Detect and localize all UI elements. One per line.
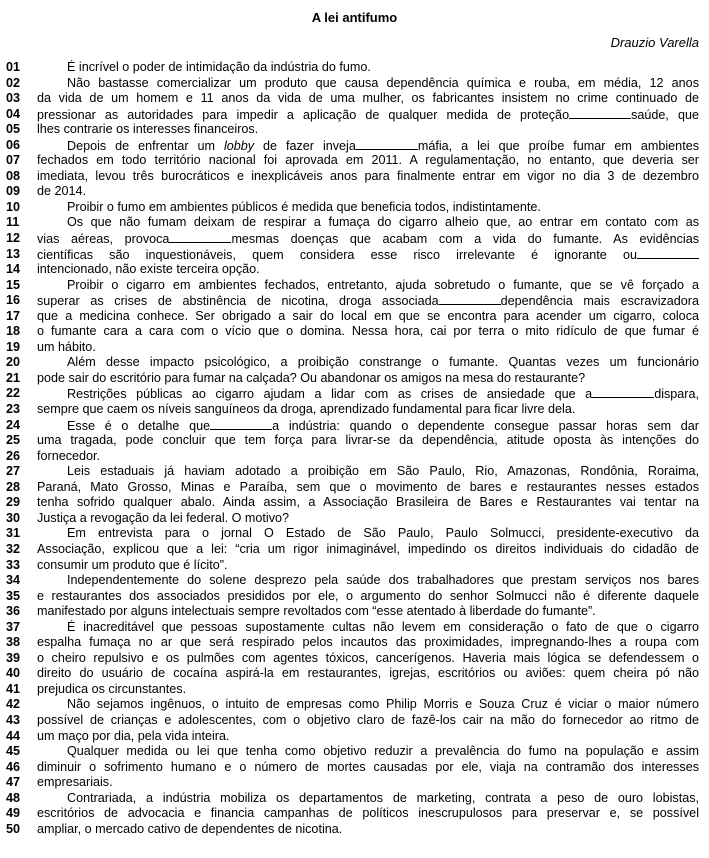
line-number: 45 — [6, 744, 21, 759]
line-number: 14 — [6, 262, 21, 277]
line-number: 22 — [6, 386, 21, 401]
line-text — [37, 169, 699, 185]
line-text — [37, 729, 699, 745]
text-segment: Contrariada, a indústria mobiliza os departamentos de marketing, contrata a peso de ouro lobistas, — [67, 790, 699, 805]
line-text — [37, 247, 699, 264]
line-text — [37, 138, 699, 155]
text-segment: superar as crises de abstinência de nicotina, droga associada — [37, 294, 439, 309]
text-line — [0, 76, 709, 92]
line-number: 31 — [6, 526, 21, 541]
text-line — [0, 122, 709, 138]
line-text — [37, 666, 699, 682]
line-text — [37, 324, 699, 340]
line-number: 38 — [6, 635, 21, 650]
text-line — [0, 200, 709, 216]
text-line — [0, 495, 709, 511]
text-segment: Os que não fumam deixam de respirar a fumaça do cigarro alheio que, ao entrar em contato com as — [67, 215, 699, 230]
line-text — [37, 511, 699, 527]
line-text — [37, 184, 699, 200]
text-segment: científicas são inquestionáveis, quem considera esse risco irrelevante é ignorante ou — [37, 247, 637, 262]
line-number: 18 — [6, 324, 21, 339]
line-text — [37, 589, 699, 605]
line-text — [37, 293, 699, 310]
text-body — [0, 60, 709, 837]
line-number: 20 — [6, 355, 21, 370]
text-segment: consumir um produto que é lícito”. — [37, 557, 228, 572]
text-line — [0, 231, 709, 247]
line-text — [37, 480, 699, 496]
line-text — [37, 682, 699, 698]
line-number: 10 — [6, 199, 21, 214]
text-line — [0, 806, 709, 822]
text-segment: Não bastasse comercializar um produto que causa dependência química e rouba, em média, 12 anos — [67, 75, 699, 90]
text-segment: ampliar, o mercado cativo de dependentes de nicotina. — [37, 821, 343, 836]
text-line — [0, 791, 709, 807]
line-text — [37, 60, 699, 76]
line-number: 26 — [6, 448, 21, 463]
text-line — [0, 184, 709, 200]
line-text — [37, 713, 699, 729]
text-line — [0, 355, 709, 371]
line-number: 34 — [6, 573, 21, 588]
text-segment: Proibir o cigarro em ambientes fechados, entretanto, ajuda sobretudo o fumante, que se vê forçado a — [67, 277, 699, 292]
line-number: 44 — [6, 728, 21, 743]
text-segment: escritórios de advocacia e financia campanhas de políticos inescrupulosos para preservar e, se possível — [37, 806, 699, 821]
text-line — [0, 573, 709, 589]
text-line — [0, 775, 709, 791]
text-segment: Além desse impacto psicológico, a proibição constrange o fumante. Quantas vezes um funcionário — [67, 355, 699, 370]
text-line — [0, 215, 709, 231]
line-number: 09 — [6, 184, 21, 199]
line-number: 28 — [6, 479, 21, 494]
line-text — [37, 107, 699, 124]
text-segment: fornecedor. — [37, 448, 101, 463]
line-number: 23 — [6, 402, 21, 417]
text-segment: Leis estaduais já haviam adotado a proibição em São Paulo, Rio, Amazonas, Rondônia, Roraima, — [67, 464, 699, 479]
text-line — [0, 153, 709, 169]
text-segment: possível de crianças e adolescentes, com o objetivo claro de fazê-los cair na mão do fornecedor ao ritmo de — [37, 712, 699, 727]
text-line — [0, 697, 709, 713]
line-number: 11 — [6, 215, 20, 230]
line-number: 35 — [6, 588, 21, 603]
line-number: 39 — [6, 650, 21, 665]
author-name: Drauzio Varella — [610, 35, 699, 50]
line-text — [37, 278, 699, 294]
line-text — [37, 822, 699, 838]
text-line — [0, 620, 709, 636]
text-segment: de 2014. — [37, 184, 87, 199]
text-line — [0, 418, 709, 434]
text-segment: empresariais. — [37, 775, 113, 790]
fill-in-blank — [356, 138, 418, 150]
text-segment: saúde, que — [631, 107, 699, 122]
line-text — [37, 340, 699, 356]
line-text — [37, 495, 699, 511]
line-number: 17 — [6, 308, 21, 323]
line-number: 12 — [6, 231, 21, 246]
line-text — [37, 386, 699, 403]
text-line — [0, 60, 709, 76]
line-text — [37, 122, 699, 138]
text-segment: um hábito. — [37, 339, 96, 354]
line-text — [37, 697, 699, 713]
line-number: 37 — [6, 619, 21, 634]
text-line — [0, 511, 709, 527]
line-number: 36 — [6, 604, 21, 619]
text-line — [0, 340, 709, 356]
text-segment: Qualquer medida ou lei que tenha como objetivo reduzir a prevalência do fumo na população e assim — [67, 744, 699, 759]
text-line — [0, 729, 709, 745]
fill-in-blank — [169, 231, 231, 243]
line-number: 40 — [6, 666, 21, 681]
line-number: 05 — [6, 122, 21, 137]
text-line — [0, 666, 709, 682]
text-line — [0, 713, 709, 729]
text-segment: da vida de um homem e 11 anos da vida de uma mulher, os fabricantes insistem no crime continuado de — [37, 91, 699, 106]
line-text — [37, 806, 699, 822]
text-segment: prejudica os circunstantes. — [37, 681, 187, 696]
line-number: 16 — [6, 293, 21, 308]
line-number: 01 — [6, 60, 21, 74]
text-segment: Em entrevista para o jornal O Estado de São Paulo, Paulo Solmucci, presidente-executivo da — [67, 526, 699, 541]
line-text — [37, 418, 699, 435]
line-text — [37, 542, 699, 558]
line-text — [37, 153, 699, 169]
line-number: 25 — [6, 433, 21, 448]
text-line — [0, 604, 709, 620]
line-text — [37, 91, 699, 107]
text-line — [0, 542, 709, 558]
line-number: 48 — [6, 790, 21, 805]
text-segment: pressionar as autoridades para impedir a aplicação de qualquer medida de proteção — [37, 107, 570, 122]
text-line — [0, 464, 709, 480]
line-number: 06 — [6, 137, 21, 152]
text-line — [0, 760, 709, 776]
text-segment: mesmas doenças que acabam com a vida do fumante. As evidências — [231, 232, 699, 247]
text-segment: Esse é o detalhe que — [67, 418, 211, 433]
text-line — [0, 91, 709, 107]
fill-in-blank — [637, 247, 699, 259]
line-number: 13 — [6, 246, 21, 261]
text-line — [0, 293, 709, 309]
text-line — [0, 480, 709, 496]
line-text — [37, 402, 699, 418]
line-text — [37, 791, 699, 807]
text-segment: Proibir o fumo em ambientes públicos é medida que beneficia todos, indistintamente. — [67, 199, 541, 214]
line-number: 30 — [6, 510, 21, 525]
text-segment: a indústria: quando o dependente consegue passar horas sem dar — [272, 418, 699, 433]
text-line — [0, 169, 709, 185]
line-text — [37, 558, 699, 574]
text-segment: Restrições públicas ao cigarro ajudam a lidar com as crises de ansiedade que a — [67, 387, 593, 402]
line-number: 43 — [6, 712, 21, 727]
line-text — [37, 635, 699, 651]
line-text — [37, 215, 699, 231]
text-segment: que a medicina conhece. Ser obrigado a sair do local em que se encontra para acender um cigarro, coloca — [37, 308, 699, 323]
text-segment: máfia, a lei que proíbe fumar em ambientes — [417, 138, 699, 153]
line-text — [37, 620, 699, 636]
text-segment: um maço por dia, pela vida inteira. — [37, 728, 230, 743]
text-segment: de fazer inveja — [254, 138, 356, 153]
line-text — [37, 309, 699, 325]
text-segment: uma tragada, pode concluir que tem força para livrar-se da dependência, atitude oposta às intenções do — [37, 433, 699, 448]
text-line — [0, 449, 709, 465]
text-segment: dispara, — [654, 387, 699, 402]
line-text — [37, 744, 699, 760]
line-text — [37, 651, 699, 667]
line-number: 27 — [6, 464, 21, 479]
text-segment: Independentemente do solene desprezo pela saúde dos trabalhadores que prestam serviços nos bares — [67, 573, 699, 588]
fill-in-blank — [210, 418, 272, 430]
line-number: 33 — [6, 557, 21, 572]
text-segment: o fumante cara a cara com o vício que o domina. Nessa hora, cai por terra o mito ridículo de que fumar é — [37, 324, 699, 339]
line-number: 46 — [6, 759, 21, 774]
text-line — [0, 247, 709, 263]
text-segment: Depois de enfrentar um — [67, 138, 224, 153]
line-text — [37, 231, 699, 248]
text-segment: imediata, levou três burocráticos e inexplicáveis anos para finalmente entrar em vigor no dia 3 de dezembro — [37, 168, 699, 183]
line-text — [37, 760, 699, 776]
text-line — [0, 589, 709, 605]
line-number: 49 — [6, 806, 21, 821]
line-text — [37, 355, 699, 371]
text-line — [0, 433, 709, 449]
fill-in-blank — [569, 107, 631, 119]
text-segment: vias aéreas, provoca — [37, 232, 170, 247]
text-line — [0, 526, 709, 542]
line-number: 32 — [6, 541, 21, 556]
text-line — [0, 822, 709, 838]
text-line — [0, 278, 709, 294]
text-line — [0, 651, 709, 667]
line-text — [37, 775, 699, 791]
text-line — [0, 309, 709, 325]
text-segment: diminuir o sofrimento humano e o número de mortes causadas por ele, viaja na contramão dos interesses — [37, 759, 699, 774]
line-number: 19 — [6, 339, 21, 354]
line-text — [37, 371, 699, 387]
text-segment: sempre que caem os níveis sanguíneos da droga, aprendizado fundamental para ficar livre dela. — [37, 402, 576, 417]
text-line — [0, 138, 709, 154]
text-segment: manifestado por alguns intelectuais sempre revoltados com “esse atentado à liberdade do fumante”. — [37, 604, 596, 619]
text-segment: direito do usuário de cocaína aspirá-la em restaurantes, igrejas, escritórios ou aviões: quem cheira pó não — [37, 666, 699, 681]
line-text — [37, 433, 699, 449]
text-segment: fechados em todo território nacional foi aprovada em 2011. A regulamentação, no entanto, que deveria ser — [37, 153, 699, 168]
text-line — [0, 635, 709, 651]
line-number: 50 — [6, 821, 21, 836]
fill-in-blank — [439, 293, 501, 305]
text-segment: Associação, explicou que a lei: “cria um rigor inimaginável, impedindo os direitos individuais do cidadão de — [37, 541, 699, 556]
text-segment: É incrível o poder de intimidação da indústria do fumo. — [67, 60, 371, 74]
text-segment: intencionado, não existe terceira opção. — [37, 262, 260, 277]
text-segment: É inacreditável que pessoas supostamente cultas não levem em consideração o fato de que o cigarro — [67, 619, 699, 634]
text-line — [0, 682, 709, 698]
text-line — [0, 371, 709, 387]
text-segment: Justiça a revogação da lei federal. O motivo? — [37, 510, 290, 525]
text-segment: Paraná, Mato Grosso, Minas e Paraíba, sem que o movimento de bares e restaurantes nesses estados — [37, 479, 699, 494]
text-line — [0, 402, 709, 418]
line-number: 02 — [6, 75, 21, 90]
text-line — [0, 386, 709, 402]
text-line — [0, 324, 709, 340]
fill-in-blank — [592, 386, 654, 398]
line-number: 24 — [6, 417, 21, 432]
line-number: 41 — [6, 681, 21, 696]
text-line — [0, 744, 709, 760]
line-text — [37, 604, 699, 620]
document-title: A lei antifumo — [311, 10, 398, 25]
text-line — [0, 558, 709, 574]
line-number: 42 — [6, 697, 21, 712]
line-text — [37, 76, 699, 92]
text-segment: lhes contrarie os interesses financeiros. — [37, 122, 259, 137]
text-segment: o cheiro repulsivo e os pulmões com agentes tóxicos, cancerígenos. Haveria mais lógica se defendessem o — [37, 650, 699, 665]
line-text — [37, 449, 699, 465]
line-text — [37, 262, 699, 278]
line-number: 04 — [6, 106, 21, 121]
line-number: 29 — [6, 495, 21, 510]
text-line — [0, 107, 709, 123]
line-number: 07 — [6, 153, 21, 168]
text-segment: espalha fumaça no ar que será respirado pelos incautos das proximidades, impregnando-lhes a roupa com — [37, 635, 699, 650]
text-segment: tenha sofrido qualquer abalo. Ainda assim, a Associação Brasileira de Bares e Restaurantes vai tentar na — [37, 495, 699, 510]
line-number: 08 — [6, 168, 21, 183]
line-number: 21 — [6, 370, 21, 385]
line-number: 03 — [6, 91, 21, 106]
text-segment: e restaurantes dos associados presididos por ele, o argumento do senhor Solmucci não é diferente daquele — [37, 588, 699, 603]
line-number: 47 — [6, 775, 21, 790]
line-number: 15 — [6, 277, 21, 292]
line-text — [37, 200, 699, 216]
text-line — [0, 262, 709, 278]
line-text — [37, 526, 699, 542]
line-text — [37, 573, 699, 589]
text-segment: Não sejamos ingênuos, o intuito de empresas como Philip Morris e Souza Cruz é viciar o maior número — [67, 697, 699, 712]
text-segment: pode sair do escritório para fumar na calçada? Ou abandonar os amigos na mesa do restaurante? — [37, 370, 586, 385]
line-text — [37, 464, 699, 480]
italic-text: lobby — [223, 138, 255, 153]
text-segment: dependência mais escravizadora — [500, 294, 699, 309]
